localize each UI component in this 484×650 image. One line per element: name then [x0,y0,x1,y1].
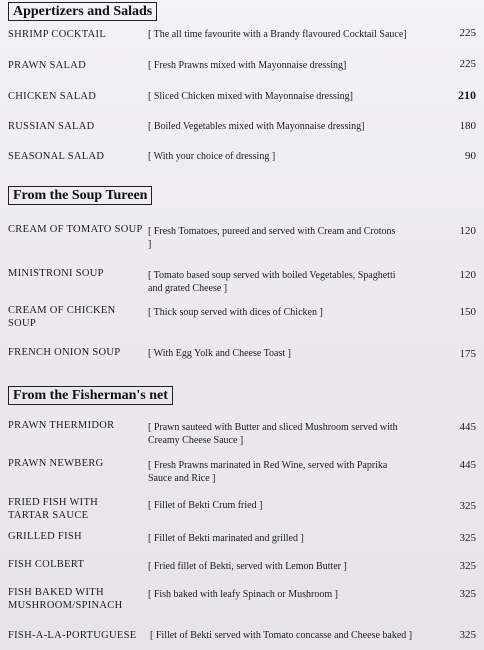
menu-item-name: MINISTRONI SOUP [8,268,104,279]
menu-item-price: 120 [459,269,476,281]
section-title-appetizers: Appertizers and Salads [8,2,157,21]
menu-item-name: PRAWN SALAD [8,60,87,71]
menu-item-name: FISH COLBERT [8,559,85,570]
menu-item-name: FRENCH ONION SOUP [8,347,121,358]
menu-item-price: 445 [459,459,476,471]
menu-item-desc: [ Tomato based soup served with boiled Vegetables, Spaghetti and grated Cheese ] [148,270,396,294]
menu-item-price: 210 [458,88,476,102]
menu-item-price: 150 [459,306,476,318]
menu-item-price: 225 [459,27,476,39]
menu-item-desc: [ Sliced Chicken mixed with Mayonnaise dressing] [148,91,353,102]
menu-item-name: CREAM OF TOMATO SOUP [8,224,143,235]
menu-item-desc: [ Fillet of Bekti served with Tomato concasse and Cheese baked ] [150,630,413,641]
menu-item-name: PRAWN NEWBERG [8,458,104,469]
menu-item-desc: [ Fresh Prawns marinated in Red Wine, served with Paprika Sauce and Rice ] [148,460,388,484]
menu-item-name: SEASONAL SALAD [8,151,105,162]
menu-item-price: 225 [459,58,476,70]
menu-item-price: 325 [459,629,476,641]
menu-item-name: RUSSIAN SALAD [8,121,95,132]
menu-item-price: 180 [459,120,476,132]
section-title-soup: From the Soup Tureen [8,186,152,205]
menu-item-price: 325 [459,560,476,572]
menu-item-desc: [ Prawn sauteed with Butter and sliced Mushroom served with Creamy Cheese Sauce ] [148,422,398,446]
menu-item-desc: [ Fresh Prawns mixed with Mayonnaise dressing] [148,60,347,71]
menu-item-desc: [ With Egg Yolk and Cheese Toast ] [148,348,291,359]
menu-item-desc: [ Fillet of Bekti Crum fried ] [148,500,263,511]
menu-item-name: CREAM OF CHICKEN SOUP [8,305,116,329]
menu-item-name: FRIED FISH WITH TARTAR SAUCE [8,497,99,521]
menu-item-desc: [ Thick soup served with dices of Chicken ] [148,307,323,318]
menu-item-price: 325 [459,532,476,544]
menu-item-name: SHRIMP COCKTAIL [8,29,107,40]
menu-item-price: 120 [459,225,476,237]
menu-item-price: 175 [459,348,476,360]
menu-item-name: FISH-A-LA-PORTUGUESE [8,630,137,641]
menu-item-desc: [ Boiled Vegetables mixed with Mayonnaise dressing] [148,121,365,132]
menu-item-name: GRILLED FISH [8,531,82,542]
menu-item-price: 445 [459,421,476,433]
menu-item-name: CHICKEN SALAD [8,91,97,102]
menu-item-desc: [ Fresh Tomatoes, pureed and served with Cream and Crotons ] [148,226,396,250]
menu-item-name: FISH BAKED WITH MUSHROOM/SPINACH [8,587,123,611]
menu-item-desc: [ Fried fillet of Bekti, served with Lemon Butter ] [148,561,347,572]
menu-item-desc: [ With your choice of dressing ] [148,151,276,162]
menu-item-price: 90 [465,150,476,162]
menu-item-desc: [ Fillet of Bekti marinated and grilled ] [148,533,304,544]
menu-item-desc: [ Fish baked with leafy Spinach or Mushroom ] [148,589,338,600]
section-title-fish: From the Fisherman's net [8,386,173,405]
menu-item-price: 325 [459,500,476,512]
menu-item-price: 325 [459,588,476,600]
menu-item-desc: [ The all time favourite with a Brandy flavoured Cocktail Sauce] [148,29,407,40]
menu-item-name: PRAWN THERMIDOR [8,420,115,431]
